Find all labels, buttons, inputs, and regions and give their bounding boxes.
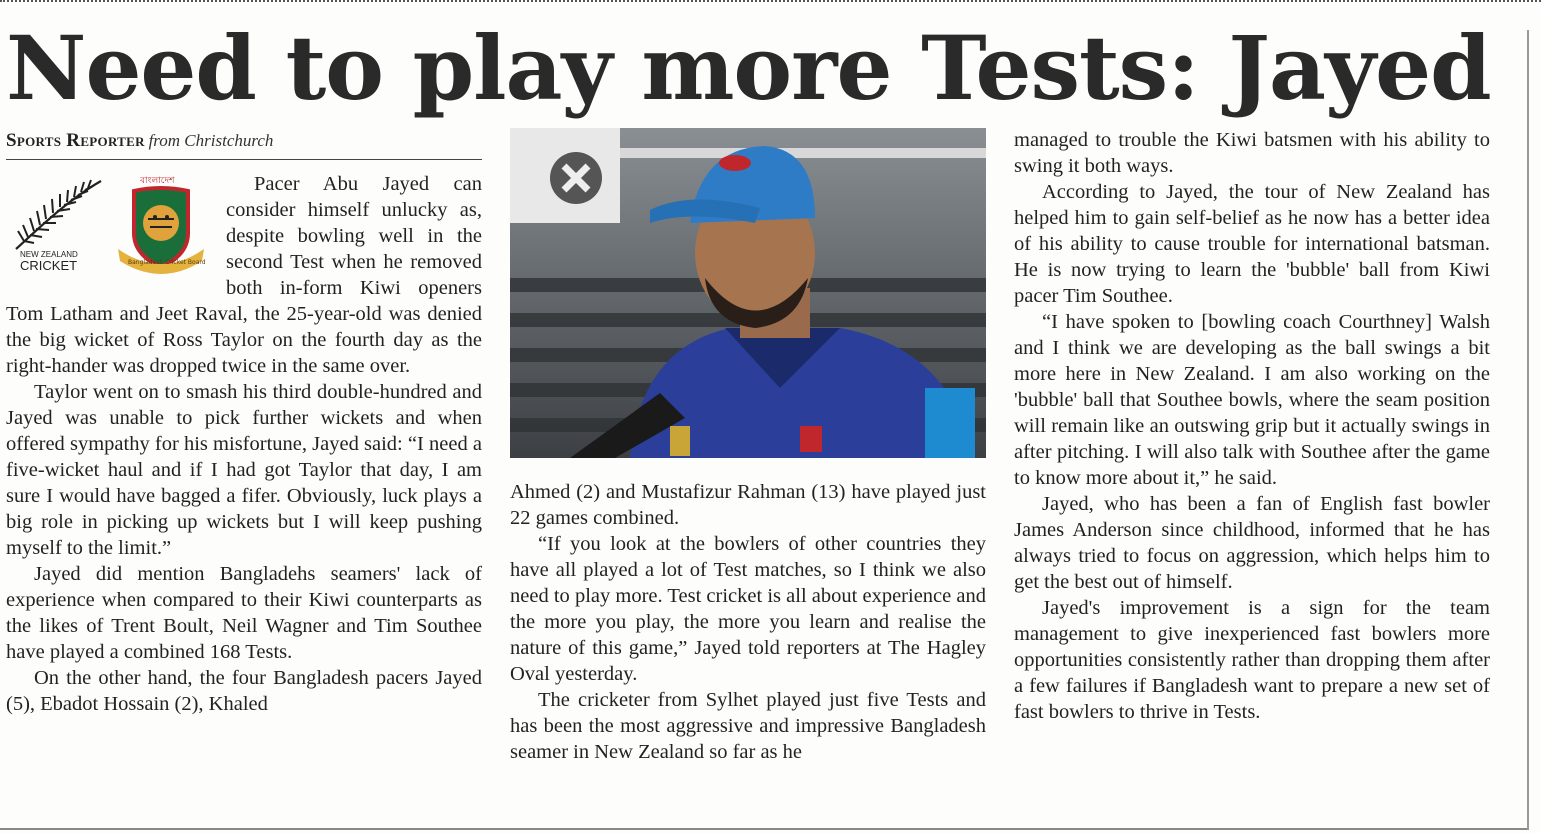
player-portrait-image (510, 128, 986, 458)
paragraph: According to Jayed, the tour of New Zealand has helped him to gain self-belief as he now has a better idea of his ability to cause trouble for international batsman. He is now trying to learn the 'bubble' ball from Kiwi pacer Tim Southee. (1014, 181, 1490, 307)
paragraph: managed to trouble the Kiwi batsmen with his ability to swing it both ways. (1014, 129, 1490, 177)
paragraph: On the other hand, the four Bangladesh pacers Jayed (5), Ebadot Hossain (2), Khaled (6, 667, 482, 715)
byline (6, 131, 482, 152)
paragraph: Jayed's improvement is a sign for the team management to give inexperienced fast bowlers more opportunities consistently rather than dropping them after a few failures if Bangladesh want to prepare a new set of fast bowlers to thrive in Tests. (1014, 597, 1490, 723)
paragraph: Ahmed (2) and Mustafizur Rahman (13) have played just 22 games combined. (510, 481, 986, 529)
paragraph: Jayed, who has been a fan of English fast bowler James Anderson since childhood, informed that he has always tried to focus on aggression, which helps him to get the best out of himself. (1014, 493, 1490, 593)
nz-logo-line2: CRICKET (20, 258, 78, 273)
nz-logo-line1: NEW ZEALAND (20, 250, 78, 259)
article-column-2 (510, 479, 986, 765)
bcb-logo-bottom-text: Bangladesh Cricket Board (128, 259, 206, 266)
article-column-1 (6, 171, 482, 717)
byline-rule (6, 159, 482, 160)
bcb-logo-top-text: বাংলাদেশ (140, 176, 175, 186)
article-column-3 (1014, 127, 1490, 725)
column-rule-right (1527, 30, 1529, 830)
logos-block (6, 171, 220, 281)
byline-location: from Christchurch (148, 131, 274, 150)
headline: Need to play more Tests: Jayed (6, 16, 1491, 120)
paragraph: Taylor went on to smash his third double-hundred and Jayed was unable to pick further wickets and when offered sympathy for his misfortune, Jayed said: “I need a five-wicket haul and if I had got Taylor that day, I am sure I would have bagged a fifer. Obviously, luck plays a big role in picking up wickets but I will keep pushing myself to the limit.” (6, 381, 482, 559)
paragraph: Pacer Abu Jayed can consider himself unlucky as, despite bowling well in the second Test when he removed both in-form Kiwi openers Tom Latham and Jeet Raval, the 25-year-old was denied the big wicket of Ross Taylor on the fourth day as the right-hander was dropped twice in the same over. (6, 173, 482, 377)
paragraph: The cricketer from Sylhet played just five Tests and has been the most aggressive and impressive Bangladesh seamer in New Zealand so far as he (510, 689, 986, 763)
paragraph: Jayed did mention Bangladehs seamers' lack of experience when compared to their Kiwi counterparts as the likes of Trent Boult, Neil Wagner and Tim Southee have played a combined 168 Tests. (6, 563, 482, 663)
paragraph: “I have spoken to [bowling coach Courthney] Walsh and I think we are developing as the ball swings a bit more here in New Zealand. I am also working on the 'bubble' ball that Southee bowls, where the seam position will remain like an outswing grip but it actually swings in after pitching. I will also talk with Southee after the game to know more about it,” he said. (1014, 311, 1490, 489)
bottom-rule (0, 828, 1527, 830)
player-photo (510, 128, 986, 458)
cricket-logos (6, 171, 220, 281)
paragraph: “If you look at the bowlers of other countries they have all played a lot of Test matches, so I think we also need to play more. Test cricket is all about experience and the more you play, the more you learn and realise the nature of this game,” Jayed told reporters at The Hagley Oval yesterday. (510, 533, 986, 685)
silver-fern-icon (16, 180, 101, 249)
byline-reporter: Sports Reporter (6, 130, 145, 151)
